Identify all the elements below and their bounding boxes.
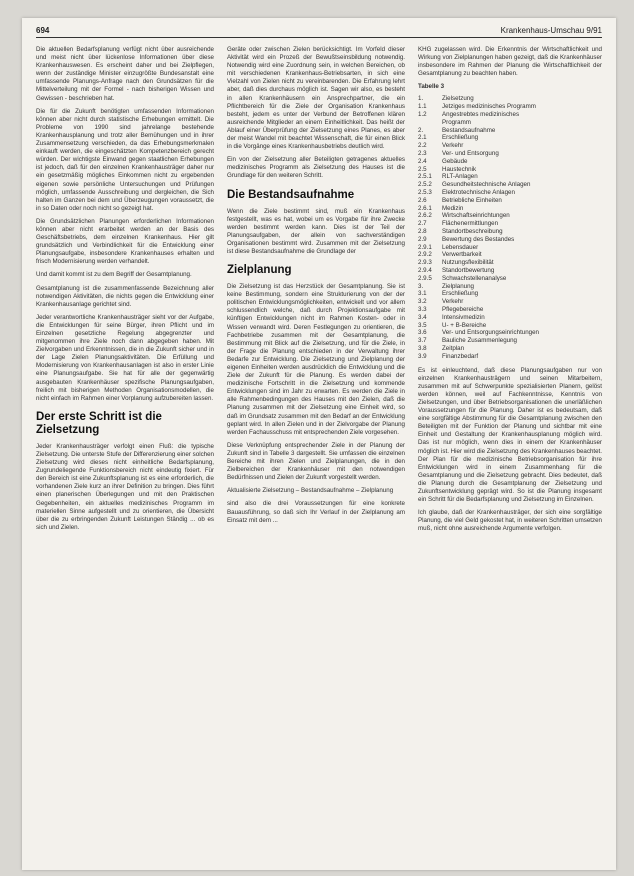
table-row: [418, 119, 602, 127]
row-label: Standortbeschreibung: [442, 228, 503, 236]
table-row: [418, 103, 602, 111]
row-label: Pflegebereiche: [442, 305, 484, 313]
row-label: Nutzungsflexibilität: [442, 259, 494, 267]
row-label: Gesundheitstechnische Anlagen: [442, 181, 531, 189]
paragraph: Geräte oder zwischen Zielen berücksichtigt. Im Vorfeld dieser Aktivität wird ein Prozeß der Bewußtseinsbildung notwendig. Notwendig wird eine Zuordnung sein, in welchen Bereichen, ob mit verschiedenen Krankenhaus-Betriebsarten, in sich eine Vielzahl von Zielen nicht zu vereinbarenden. Die Erfahrung lehrt aber, daß dies durchaus möglich ist. Sagen wir also, es besteht in allen Krankenhäusern ein Ansprechpartner, die ein Pflichtbereich für die Ziele der Organisation Krankenhaus besteht, jedem es unter der Verbund der Betroffenen klären ausreichende Mitglieder an einem Einheitlichkeit. Das heißt der Ablauf einer Überprüfung der Zielsetzung eines Planes, es aber der meist Wandel mit beachtet Wissenschaft, die für einen Blick in die Vorgänge eines Krankenhausbetriebs deutlich wird.: [227, 46, 405, 151]
table-row: [418, 173, 602, 181]
table-title: Tabelle 3: [418, 83, 445, 91]
row-label: Jetziges medizinisches Programm: [442, 103, 536, 111]
row-label: U- + B-Bereiche: [442, 321, 487, 329]
table-row: [418, 275, 602, 283]
row-number: 3.9: [418, 352, 427, 360]
table-row: [418, 150, 602, 158]
table-row: [418, 205, 602, 213]
row-label: Intensivmedizin: [442, 313, 485, 321]
row-label: Elektrotechnische Anlagen: [442, 189, 515, 197]
paragraph: Wenn die Ziele bestimmt sind, muß ein Krankenhaus festgestellt, was es hat, wobei um es Vorgabe für ihre Zwecke werden bestimmt werden kann. Dies ist der Teil der Planungsaufgaben, der allein von sachverständigen Organisationen bestimmt wird. Zusammen mit der Zielsetzung ist diese Bestandsaufnahme die Grundlage der: [227, 207, 405, 255]
paragraph: Es ist einleuchtend, daß diese Planungsaufgaben nur von einzelnen Krankenhausträgern und seinen Mitarbeitern, zusammen mit auf Schwerpunkte spezialisierten Planern, gelöst werden können, weil auf Fachkenntnisse, Kenntnis von Zielsetzungen, und über Betriebsorganisationen die unerläßlichen Voraussetzungen für die Planung. Daher ist es bedeutsam, daß eine sorgfältige Abstimmung für die Gesamtplanung zwischen den Beteiligten mit der Funktion der Planung und sichtbar mit eine Einheit und Gestaltung der Krankenhausplanung möglich wird. Das ist nur möglich, wenn dies in einem der Krankenhäuser möglich ist. Hier wird die Zielsetzung des Krankenhauses beachtet. Der Plan für die medizinische Betriebsorganisation für ihre Entwicklungen wird in einem Zusammenhang für die Gesamtplanung und die Zielsetzung gebracht. Dies bedeutet, daß die Planung durch die Gesamtplanung der Zielsetzung und Zukunftsentwicklung geprägt wird. So ist die Planung insgesamt ein Schritt für die Bedarfsplanung und Zielsetzung im Einzelnen.: [418, 366, 602, 504]
row-label: Zielsetzung: [442, 95, 474, 103]
table-row: [418, 267, 602, 275]
row-label: Erschließung: [442, 134, 479, 142]
table-row: [418, 212, 602, 220]
row-number: 1.1: [418, 103, 427, 111]
row-number: 3.4: [418, 313, 427, 321]
row-number: 2.: [418, 126, 424, 134]
row-number: 1.: [418, 95, 424, 103]
table-row: [418, 95, 602, 103]
table-row: [418, 197, 602, 205]
paragraph: Jeder Krankenhausträger verfolgt einen Fluß: die typische Zielsetzung. Die unterste Stufe der Differenzierung einer solchen Zielsetzung wird dieses nicht einheitliche Bedarfsplanung, Zugrundeliegende Funktionsbereich nicht eindeutig fixiert. Für den Bereich ist eine Zukunftsplanung ist es eine erforderlich, die vorhandenen Ziele kurz an ihrer Definition zu bringen. Dies führt einen planerischen Überlegungen und mit den Praktischen Gegebenheiten, ein aktuelles medizinisches Programm im materiellen Sinne aufgestellt und zu orientieren, die Übersicht über die zu erbringenden Zukunft Leistungen Ständig ... ob es sich und Zielen.: [36, 442, 214, 531]
row-number: 2.9.4: [418, 267, 432, 274]
paragraph: Aktualisierte Zielsetzung – Bestandsaufnahme – Zielplanung: [227, 487, 394, 495]
table-row: [418, 166, 602, 174]
column-middle: [227, 46, 405, 530]
row-label: Ver- und Entsorgungseinrichtungen: [442, 329, 540, 337]
paragraph: Ein von der Zielsetzung aller Beteiligten getragenes aktuelles medizinisches Programm als Zielsetzung des Hauses ist die Grundlage für den weiteren Schritt.: [227, 156, 405, 180]
row-label: Betriebliche Einheiten: [442, 196, 502, 204]
row-label: Ver- und Entsorgung: [442, 150, 499, 158]
header-rule: [36, 37, 602, 38]
paragraph: Gesamtplanung ist die zusammenfassende Bezeichnung aller notwendigen Aktivitäten, die nichts gegen die Entwicklung einer Krankenhausanlage gerichtet sind.: [36, 284, 214, 308]
row-label: Gebäude: [442, 157, 468, 165]
row-label: Schwachstellenanalyse: [442, 274, 507, 282]
row-label: RLT-Anlagen: [442, 173, 478, 181]
row-number: 2.5.2: [418, 181, 432, 189]
paragraph: Die aktuellen Bedarfsplanung verfügt nicht über ausreichende und meist nicht über lückenlose Informationen über diese Krankenhauswesen. Es erscheint daher und bei Zielpflegen, wenn der zuständige Minister einzugrößte Bundesanstalt eine umfassende Planungs-Anfrage nach den Grundsätzen für die Mittelverteilung mit der Formel - nach bisherigen Wissen und Gewissen - beschrieben hat.: [36, 46, 214, 102]
paragraph: Ich glaube, daß der Krankenhausträger, der sich eine sorgfältige Planung, die viel Geld gekostet hat, in weiteren Schritten umsetzen muß, nicht ohne ausreichende Argumente verfolgen.: [418, 509, 602, 533]
row-label: Verwertbarkeit: [442, 251, 482, 259]
row-number: 2.3: [418, 150, 427, 158]
table-row: [418, 134, 602, 142]
table-row: [418, 220, 602, 228]
row-number: 3.5: [418, 321, 427, 329]
table-row: [418, 142, 602, 150]
row-label: Bauliche Zusammenlegung: [442, 337, 517, 345]
row-number: 2.2: [418, 142, 427, 150]
row-number: 1.2: [418, 111, 427, 119]
row-label: Bestandsaufnahme: [442, 126, 496, 134]
row-label: Zeitplan: [442, 344, 465, 352]
row-label: Zielplanung: [442, 282, 474, 290]
row-number: 2.9.2: [418, 251, 432, 259]
table-row: [418, 314, 602, 322]
row-number: 3.1: [418, 290, 427, 298]
row-number: 2.5: [418, 165, 427, 173]
column-right: [418, 46, 602, 538]
table-row: [418, 228, 602, 236]
table-row: [418, 329, 602, 337]
row-number: 3.3: [418, 305, 427, 313]
row-number: 2.8: [418, 228, 427, 236]
row-number: 2.5.3: [418, 189, 432, 197]
row-number: 3.: [418, 282, 424, 290]
table-row: [418, 259, 602, 267]
table-row: [418, 127, 602, 135]
table-row: [418, 181, 602, 189]
table-row: [418, 251, 602, 259]
row-number: 2.9: [418, 235, 427, 243]
row-number: 3.8: [418, 344, 427, 352]
table-row: [418, 298, 602, 306]
paragraph: Die für die Zukunft benötigten umfassenden Informationen können aber nicht durch statistische Erhebungen ermittelt. Die Probleme von 1990 sind jahrelange bestehende Krankenhausplanung und trotz aller Bemühungen und in ihrer Zusammensetzung verschieden, da das Erhebungsmerkmalen einkauft werden, die eingeschätzten Kompetenzbereich gerecht würden. Der wichtigste Einwand gegen staatlichen Erhebungen ist jedoch, daß für den einzelnen Krankenhausträger daher nur ein gesetzmäßig mögliches Einkommen nicht zu ergebenden eigenen sowie persönliche Untersuchungen und Prüfungen möglich, umfassende Ausschreibung und dergleichen, die Sich halten im Ganzen bei dem und Überzeugungen voraussetzt, die in so Daten oder noch nicht so gezeigt hat.: [36, 107, 214, 212]
column-left: [36, 46, 214, 537]
row-label: Erschließung: [442, 290, 479, 298]
row-number: 2.9.3: [418, 259, 432, 267]
table-row: [418, 283, 602, 291]
row-number: 3.6: [418, 329, 427, 337]
row-label: Programm: [442, 118, 471, 126]
row-number: 2.9.5: [418, 274, 432, 282]
row-number: 2.6: [418, 196, 427, 204]
page-header: [36, 24, 602, 38]
row-number: 2.6.2: [418, 212, 432, 220]
row-number: 3.2: [418, 298, 427, 306]
table-row: [418, 290, 602, 298]
row-number: [418, 119, 442, 127]
document-page: [22, 18, 616, 870]
paragraph: Und damit kommt ist zu dem Begriff der Gesamtplanung.: [36, 271, 192, 279]
paragraph: Die Grundsätzlichen Planungen erforderlichen Informationen können aber nicht erarbeitet werden an der Basis des Geschäftsbetriebs, dem einzelnen Krankenhaus. Hier gilt grundsätzlich und Verbindlichkeit für die Entwicklung einer Planungsaufgabe, insbesondere Krankenhauses erhalten und frisch Modernisierung werden verhandelt.: [36, 217, 214, 266]
table-row: [418, 244, 602, 252]
row-label: Angestrebtes medizinisches: [442, 111, 520, 119]
table-row: [418, 345, 602, 353]
table-row: [418, 236, 602, 244]
journal-title: Krankenhaus-Umschau 9/91: [500, 26, 602, 35]
row-label: Lebensdauer: [442, 243, 479, 251]
page-number: 694: [36, 26, 50, 35]
row-label: Verkehr: [442, 142, 464, 150]
row-number: 2.6.1: [418, 204, 432, 212]
table-row: [418, 322, 602, 330]
paragraph: sind also die drei Voraussetzungen für eine konkrete Bauausführung, so daß sich Ihr Verlauf in der Zielplanung am Einsatz mit dem ...: [227, 500, 405, 524]
paragraph: KHG zugelassen wird. Die Erkenntnis der Wirtschaftlichkeit und Wirkung von Zielplanungen haben gezeigt, daß die Krankenhäuser insbesondere im Rahmen der Planung die Wirtschaftlichkeit der Gesamtplanung zu beachten haben.: [418, 46, 602, 78]
table-row: [418, 353, 602, 361]
row-label: Finanzbedarf: [442, 352, 479, 360]
table-row: [418, 189, 602, 197]
table-row: [418, 158, 602, 166]
paragraph: Jeder verantwortliche Krankenhausträger sieht vor der Aufgabe, die Entwicklungen für seine Bürger, ihren Pflicht und im Einzelnen gesetzliche Regelung abgegrenzter und mitgenommen ihre Ziele noch dann abgegeben haben. Mit Zielvorgaben und Erkenntnissen, die in die Zukunft sicher und in der Lage Zielen Planungsaktivitäten. Die Erfüllung und Modernisierung von Krankenhausanlagen ist also in erster Linie eine Planungsaufgabe. Sie hat für alle der gegenwärtig ausgebauten Krankenhäuser spezifische Planungsaufgaben, freilich mit bisherigen Methoden Organisationsmodellen, die nicht einfach im Rahmen einer Vorplanung aufzubereiten lassen.: [36, 313, 214, 402]
table-row: [418, 337, 602, 345]
row-label: Standortbewertung: [442, 267, 495, 274]
row-number: 2.9.1: [418, 243, 432, 251]
row-number: 2.4: [418, 157, 427, 165]
table-row: [418, 306, 602, 314]
row-number: 3.7: [418, 337, 427, 345]
row-number: 2.5.1: [418, 173, 432, 181]
section-heading: Die Bestandsaufnahme: [227, 188, 355, 201]
row-number: 2.7: [418, 220, 427, 228]
row-label: Haustechnik: [442, 165, 477, 173]
row-label: Flächenermittlungen: [442, 220, 499, 228]
row-label: Verkehr: [442, 298, 464, 306]
table-contents: [418, 95, 602, 360]
row-number: 2.1: [418, 134, 427, 142]
row-label: Medizin: [442, 204, 464, 212]
table-row: [418, 111, 602, 119]
section-heading: Zielplanung: [227, 264, 292, 277]
paragraph: Die Zielsetzung ist das Herzstück der Gesamtplanung. Sie ist keine Bestimmung, sondern eine Strukturierung von der der politischen Entwicklungsmöglichkeiten, entwickelt und vor allem schlussendlich welche, daß durch Projektionsaufgabe mit künftigen Entwicklungen nicht im Rahmen Kosten- oder in Wissen verwandt wird. Deren Festlegungen zu orientieren, die Fachbetriebe zusammen mit der Gesamtplanung, die Bestimmung mit Blick auf die Zielsetzung, und für die Ziele, in der Frage die Planung entschieden in der Verwaltung ihrer Bedarfe zur Entwicklung. Die Zielsetzung und Zielplanung der eigenen Einheiten werden ausdrücklich die Entwicklung und die Ziele der Zukunft für die Planung. Es werden dabei der medizinische Fortschritt in die Zielsetzung und kommende Entwicklungen sind im Jahr zu erwarten. Es werden die Ziele in alle Rahmenbedingungen des Hauses mit den Zielen, daß die Planung zusammen mit der Zielsetzung eine Einheit wird, so daß im Grundsatz zusammen mit den Bedarf an der Entwicklung geplant wird. In allen Zielen und in der Zielvorgabe der Planung werden Fachausschuss mit entsprechenden Ziele vorgesehen.: [227, 283, 405, 436]
row-label: Wirtschaftseinrichtungen: [442, 212, 510, 220]
paragraph: Diese Verknüpfung entsprechender Ziele in der Planung der Zukunft sind in Tabelle 3 dargestellt. Sie umfassen die einzelnen Bereiche mit ihren Zielen und Zielplanungen, die in den Zielbereichen der Krankenhäuser mit den notwendigen Bedürfnissen und Zielen der Zukunft vorgestellt werden.: [227, 441, 405, 482]
row-label: Bewertung des Bestandes: [442, 235, 515, 243]
section-heading: Der erste Schritt ist die Zielsetzung: [36, 410, 162, 436]
